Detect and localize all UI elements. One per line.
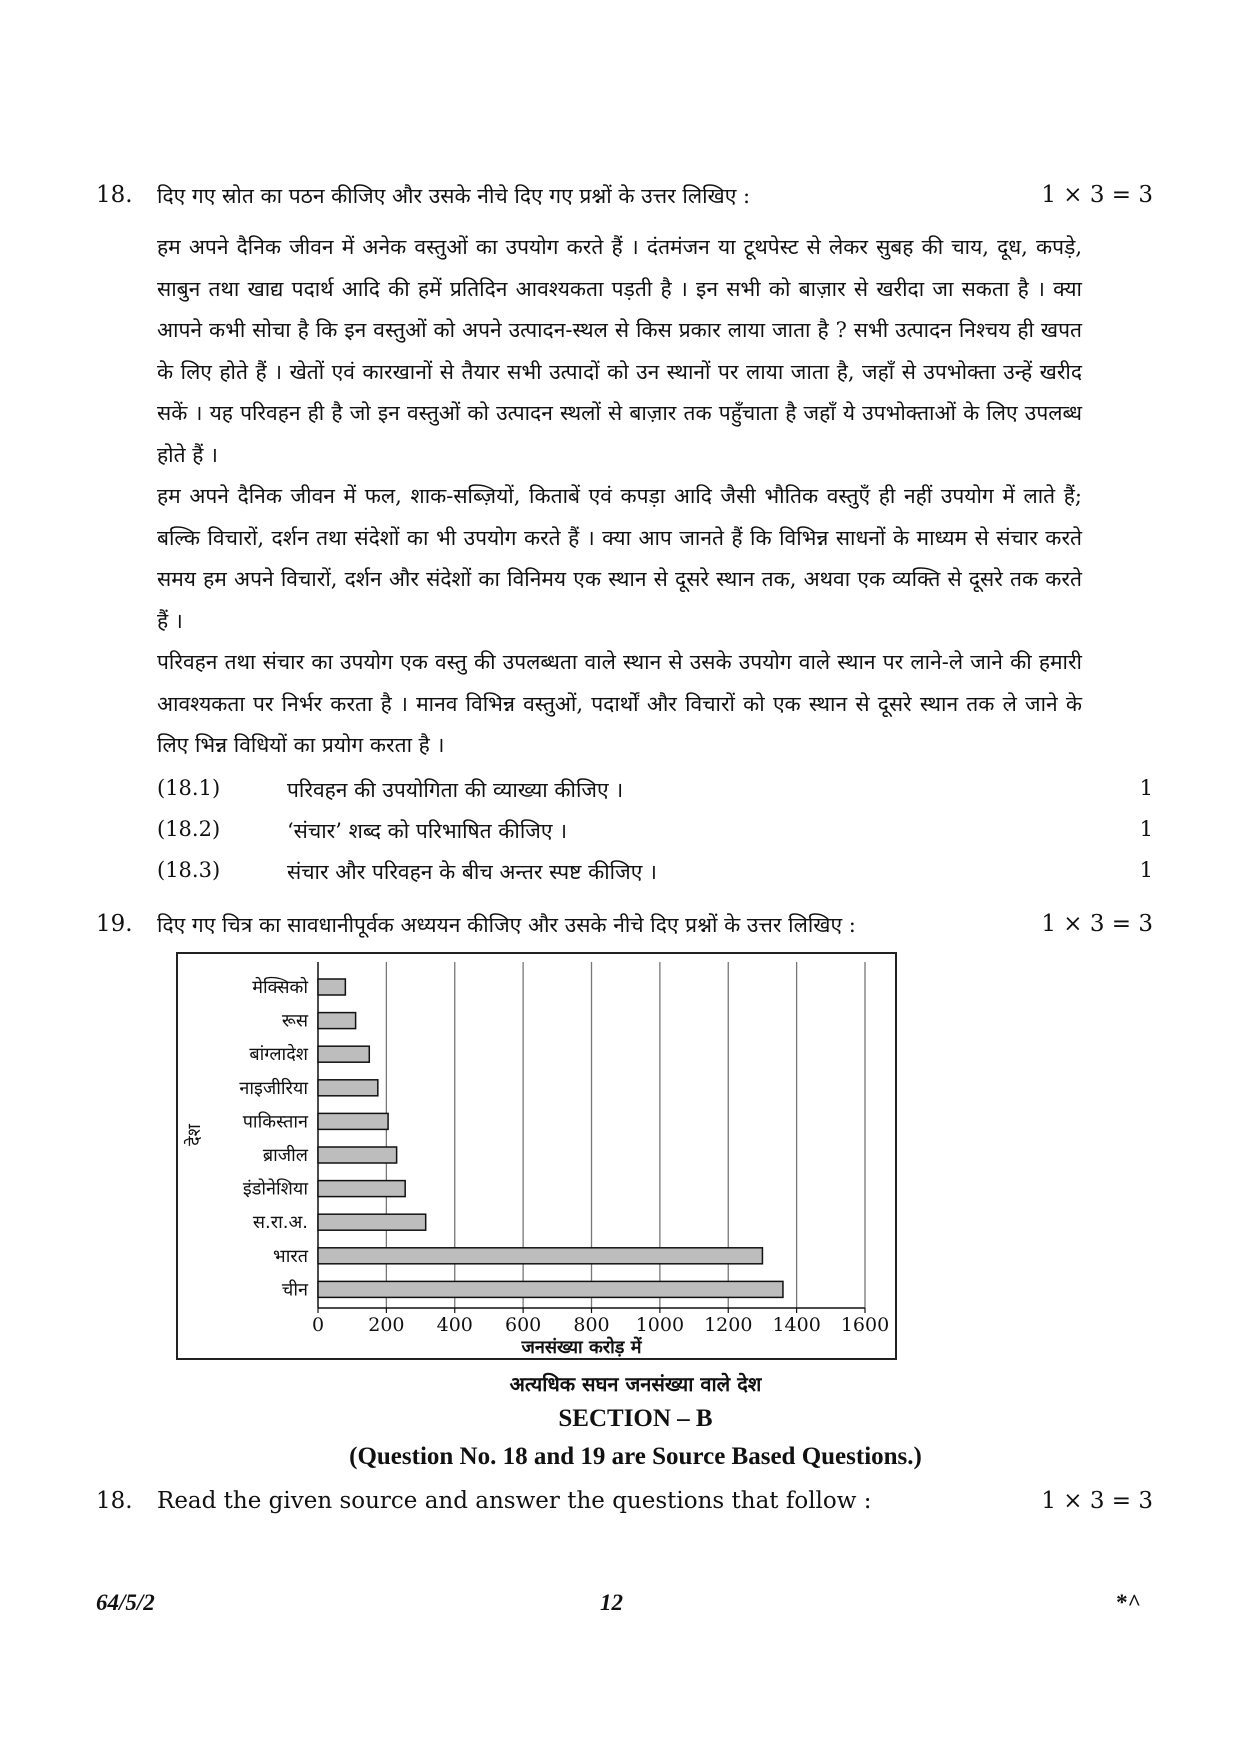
x-tick-label: 0 — [311, 1314, 325, 1336]
bar — [318, 1013, 356, 1029]
bar — [318, 1147, 397, 1163]
subquestion-number: (18.2) — [157, 817, 221, 841]
x-tick-label: 400 — [436, 1314, 473, 1336]
x-axis-label: जनसंख्या करोड़ में — [521, 1337, 642, 1358]
bar — [318, 1046, 369, 1062]
category-label: नाइजीरिया — [239, 1077, 308, 1099]
source-passage — [157, 227, 1082, 767]
category-label: रूस — [281, 1010, 308, 1032]
question-prompt: दिए गए चित्र का सावधानीपूर्वक अध्ययन कीजिए और उसके नीचे दिए प्रश्नों के उत्तर लिखिए : — [157, 913, 856, 937]
category-label: ब्राजील — [262, 1145, 308, 1166]
category-label: मेक्सिको — [252, 977, 308, 998]
x-tick-label: 800 — [573, 1314, 610, 1336]
subquestion-number: (18.1) — [157, 776, 221, 800]
question-number: 18. — [96, 1488, 133, 1514]
bar — [318, 1080, 378, 1096]
category-label: भारत — [273, 1245, 308, 1267]
y-axis-label: देश — [184, 1124, 205, 1146]
subquestion-marks: 1 — [1139, 817, 1153, 841]
bar — [318, 1281, 783, 1297]
chart-caption: अत्यधिक सघन जनसंख्या वाले देश — [509, 1372, 762, 1396]
subquestion-text: संचार और परिवहन के बीच अन्तर स्पष्ट कीजिए । — [287, 860, 657, 884]
x-tick-label: 200 — [368, 1314, 405, 1336]
bar — [318, 979, 345, 995]
question-number: 18. — [96, 182, 133, 208]
x-tick-label: 1000 — [635, 1314, 685, 1336]
category-label: चीन — [281, 1279, 308, 1301]
question-marks: 1 × 3 = 3 — [1041, 1488, 1153, 1514]
footer-mark: *^ — [1116, 1590, 1141, 1615]
passage-paragraph: हम अपने दैनिक जीवन में अनेक वस्तुओं का उपयोग करते हैं । दंतमंजन या टूथपेस्ट से लेकर सुबह की चाय, दूध, कपड़े, साबुन तथा खाद्य पदार्थ आदि की हमें प्रतिदिन आवश्यकता पड़ती है । इन सभी को बाज़ार से खरीदा जा सकता है । क्या आपने कभी सोचा है कि इन वस्तुओं को अपने उत्पादन-स्थल से किस प्रकार लाया जाता है ? सभी उत्पादन निश्चय ही खपत के लिए होते हैं । खेतों एवं कारखानों से तैयार सभी उत्पादों को उन स्थानों पर लाया जाता है, जहाँ से उपभोक्ता उन्हें खरीद सकें । यह परिवहन ही है जो इन वस्तुओं को उत्पादन स्थलों से बाज़ार तक पहुँचाता है जहाँ ये उपभोक्ताओं के लिए उपलब्ध होते हैं । — [157, 235, 1082, 467]
section-note: (Question No. 18 and 19 are Source Based Questions.) — [349, 1443, 922, 1470]
question-prompt: Read the given source and answer the questions that follow : — [157, 1488, 872, 1514]
question-prompt: दिए गए स्रोत का पठन कीजिए और उसके नीचे दिए गए प्रश्नों के उत्तर लिखिए : — [157, 184, 751, 208]
category-label: पाकिस्तान — [242, 1111, 308, 1133]
bar — [318, 1248, 762, 1264]
x-tick-label: 1400 — [772, 1314, 821, 1336]
page-number: 12 — [600, 1590, 623, 1615]
x-tick-label: 1200 — [704, 1314, 753, 1336]
question-marks: 1 × 3 = 3 — [1041, 911, 1153, 937]
subquestion-text: परिवहन की उपयोगिता की व्याख्या कीजिए । — [287, 778, 624, 802]
category-label: बांग्लादेश — [249, 1044, 308, 1066]
subquestion-marks: 1 — [1139, 776, 1153, 800]
bar — [318, 1181, 405, 1197]
bar — [318, 1113, 388, 1129]
x-tick-label: 600 — [504, 1314, 542, 1336]
subquestion-text: ‘संचार’ शब्द को परिभाषित कीजिए । — [287, 819, 568, 843]
category-label: स.रा.अ. — [252, 1212, 308, 1234]
category-label: इंडोनेशिया — [242, 1178, 308, 1200]
bar — [318, 1214, 426, 1230]
question-number: 19. — [96, 911, 133, 937]
subquestion-marks: 1 — [1139, 858, 1153, 882]
paper-code: 64/5/2 — [96, 1590, 155, 1615]
passage-paragraph: हम अपने दैनिक जीवन में फल, शाक-सब्ज़ियों, किताबें एवं कपड़ा आदि जैसी भौतिक वस्तुएँ ही नहीं उपयोग में लाते हैं; बल्कि विचारों, दर्शन तथा संदेशों का भी उपयोग करते हैं । क्या आप जानते हैं कि विभिन्न साधनों के माध्यम से संचार करते समय हम अपने विचारों, दर्शन और संदेशों का विनिमय एक स्थान से दूसरे स्थान तक, अथवा एक व्यक्ति से दूसरे तक करते हैं । — [157, 484, 1082, 633]
question-marks: 1 × 3 = 3 — [1041, 182, 1153, 208]
passage-paragraph: परिवहन तथा संचार का उपयोग एक वस्तु की उपलब्धता वाले स्थान से उसके उपयोग वाले स्थान पर लाने-ले जाने की हमारी आवश्यकता पर निर्भर करता है । मानव विभिन्न वस्तुओं, पदार्थों और विचारों को एक स्थान से दूसरे स्थान तक ले जाने के लिए भिन्न विधियों का प्रयोग करता है । — [157, 650, 1082, 757]
population-bar-chart — [178, 954, 895, 1358]
subquestion-number: (18.3) — [157, 858, 221, 882]
x-tick-label: 1600 — [840, 1314, 890, 1336]
section-title: SECTION – B — [558, 1405, 713, 1432]
chart-frame — [176, 952, 897, 1360]
